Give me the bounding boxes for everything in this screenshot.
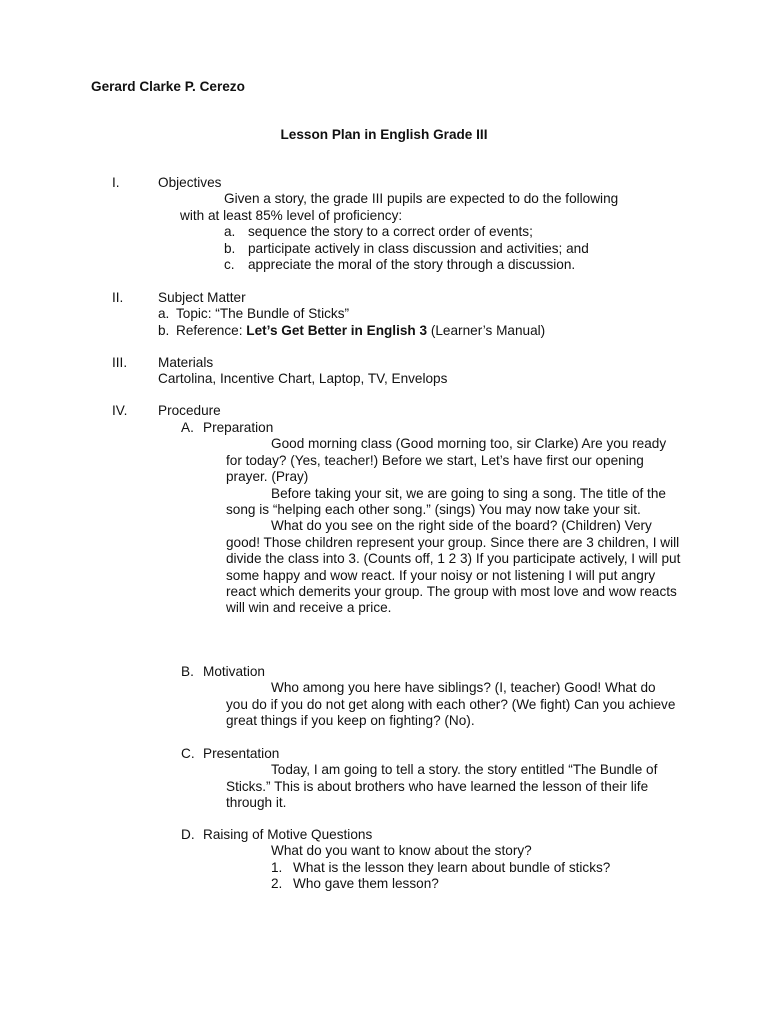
section-materials [112,355,732,388]
paragraph: Today, I am going to tell a story. the story entitled “The Bundle of Sticks.” This is about brothers who have learned the lesson of their life through it. [226,762,658,811]
section-subject-matter [112,290,732,339]
section-numeral: III. [112,355,128,370]
author-name: Gerard Clarke P. Cerezo [91,79,245,94]
question-item [271,876,701,892]
topic-text: Topic: “The Bundle of Sticks” [176,306,350,322]
item-text: sequence the story to a correct order of events; [248,224,533,240]
subsection-marker: A. [181,420,194,435]
section-heading: Objectives [158,175,222,190]
section-heading: Subject Matter [158,290,246,305]
section-numeral: II. [112,290,124,305]
objectives-intro-line: Given a story, the grade III pupils are expected to do the following [224,191,619,207]
prompt-text: What do you want to know about the story? [271,843,532,859]
section-heading: Materials [158,355,214,370]
reference-book-title: Let’s Get Better in English 3 [246,322,428,338]
subsection-preparation [181,420,701,617]
objectives-intro-line: with at least 85% level of proficiency: [180,207,403,223]
subsection-title: Presentation [203,746,280,761]
subsection-marker: B. [181,664,194,679]
paragraph: What do you see on the right side of the board? (Children) Very good! Those children represent your group. Since there are 3 children, I will divide the class into 3. (Counts off, 1 2 3) If you participate actively, I will put some happy and wow react. If your noisy or not listening I will put angry react which demerits your group. The group with most love and wow reacts will win and receive a price. [226,518,681,616]
subsection-heading [181,420,701,436]
item-marker: b. [158,322,170,338]
document-title: Lesson Plan in English Grade III [280,127,488,142]
subsection-heading [181,664,701,680]
item-marker: c. [224,257,235,273]
item-text: appreciate the moral of the story through a discussion. [248,257,576,273]
subsection-title: Preparation [203,420,274,435]
section-heading: Procedure [158,403,221,418]
subsection-title: Raising of Motive Questions [203,827,373,842]
section-procedure [112,403,732,419]
subject-reference [158,323,732,339]
subsection-title: Motivation [203,664,265,679]
item-marker: b. [224,240,236,256]
objective-item [224,257,732,273]
item-text: participate actively in class discussion and activities; and [248,240,589,256]
subsection-motivation [181,664,701,730]
subsection-marker: D. [181,827,195,842]
question-item [271,860,701,876]
section-objectives [112,175,732,273]
item-marker: a. [158,306,170,322]
subsection-motive-questions [181,827,701,893]
subject-topic [158,306,732,322]
objective-item [224,241,732,257]
reference-suffix: (Learner’s Manual) [427,322,546,338]
section-numeral: I. [112,175,120,190]
section-numeral: IV. [112,403,128,418]
materials-list: Cartolina, Incentive Chart, Laptop, TV, Envelops [158,371,448,387]
question-text: Who gave them lesson? [293,876,439,892]
subsection-presentation [181,746,701,812]
subsection-marker: C. [181,746,195,761]
paragraph: Good morning class (Good morning too, sir Clarke) Are you ready for today? (Yes, teacher!) Before we start, Let’s have first our opening prayer. (Pray) [226,436,667,485]
question-marker: 1. [271,859,283,875]
paragraph: Before taking your sit, we are going to sing a song. The title of the song is “helping each other song.” (sings) You may now take your sit. [226,485,666,518]
objective-item [224,224,732,240]
reference-prefix: Reference: [176,322,247,338]
item-marker: a. [224,224,236,240]
subsection-heading [181,746,701,762]
question-marker: 2. [271,876,283,892]
question-text: What is the lesson they learn about bundle of sticks? [293,859,611,875]
subsection-heading [181,827,701,843]
paragraph: Who among you here have siblings? (I, teacher) Good! What do you do if you do not get along with each other? (We fight) Can you achieve great things if you keep on fighting? (No). [226,680,676,729]
